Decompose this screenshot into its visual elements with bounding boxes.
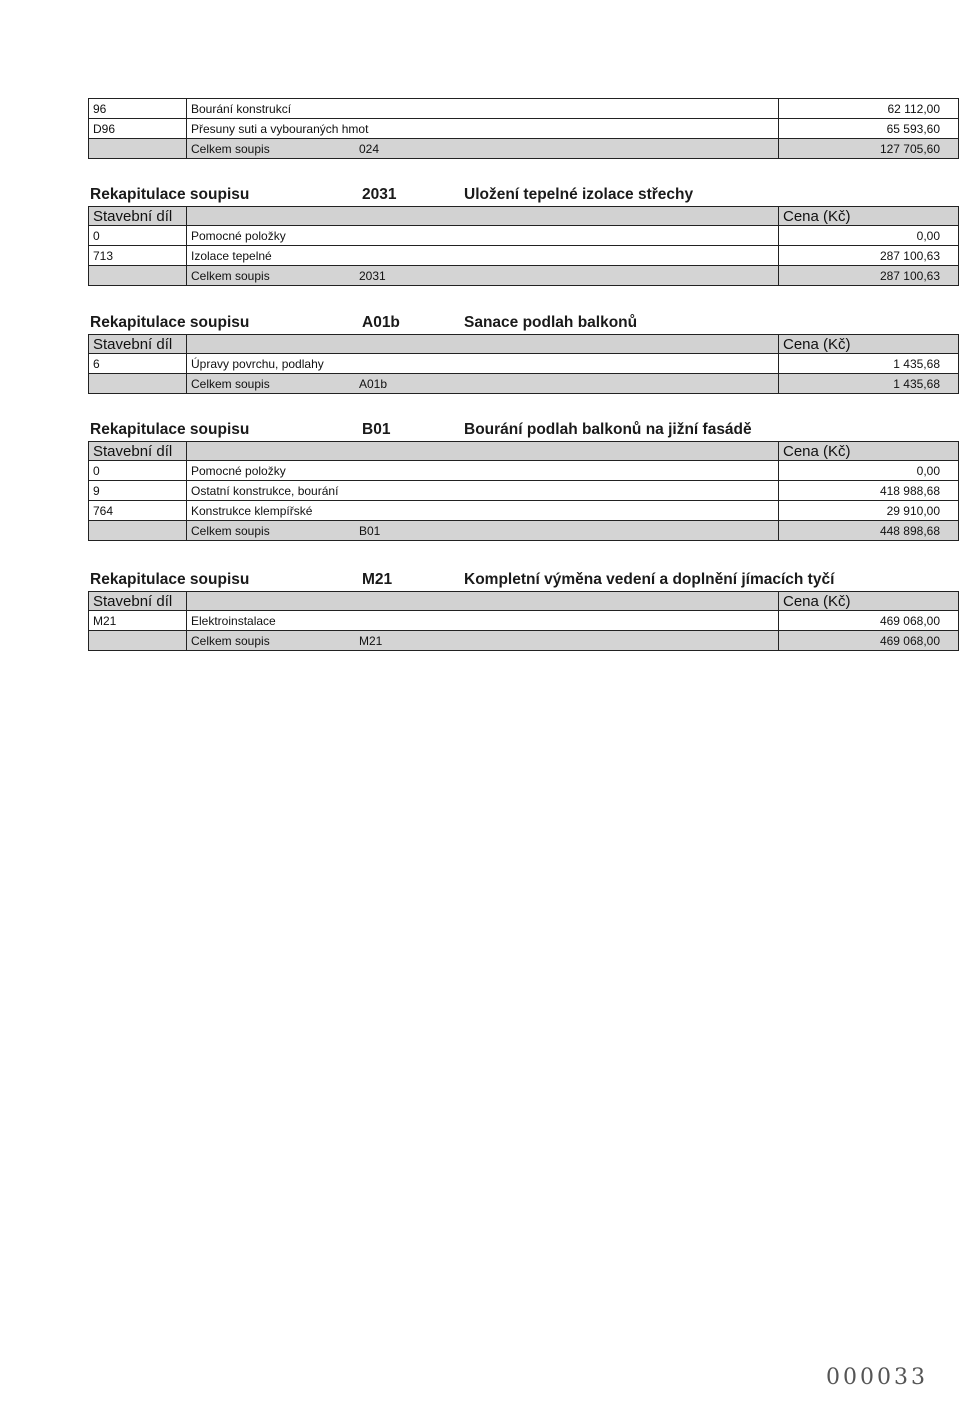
total-price: 469 068,00 (779, 631, 959, 651)
total-label-cell (187, 631, 779, 651)
total-code: M21 (359, 633, 383, 648)
section-label: Rekapitulace soupisu (90, 571, 250, 588)
total-price: 448 898,68 (779, 521, 959, 541)
total-label: Celkem soupis (191, 523, 270, 538)
section-code: M21 (362, 571, 393, 588)
section-m21 (88, 571, 958, 651)
section-b01 (88, 421, 958, 541)
row-price: 287 100,63 (779, 246, 959, 266)
table-row (89, 99, 959, 119)
row-code: 764 (89, 501, 187, 521)
row-code: 9 (89, 481, 187, 501)
table-row (89, 501, 959, 521)
section-title: Bourání podlah balkonů na jižní fasádě (464, 421, 752, 438)
section-title: Kompletní výměna vedení a doplnění jímacích tyčí (464, 571, 835, 588)
col-header-empty (187, 207, 779, 226)
section-table (88, 206, 959, 286)
row-name: Ostatní konstrukce, bourání (187, 481, 779, 501)
section-code: B01 (362, 421, 391, 438)
total-label-cell (187, 374, 779, 394)
top-table-block (88, 98, 958, 159)
total-row (89, 266, 959, 286)
col-header-empty (187, 442, 779, 461)
total-row (89, 374, 959, 394)
row-price: 418 988,68 (779, 481, 959, 501)
row-name: Úpravy povrchu, podlahy (187, 354, 779, 374)
section-label: Rekapitulace soupisu (90, 421, 250, 438)
row-price: 0,00 (779, 461, 959, 481)
row-name: Bourání konstrukcí (187, 99, 779, 119)
row-name: Konstrukce klempířské (187, 501, 779, 521)
section-title: Uložení tepelné izolace střechy (464, 186, 694, 203)
total-spacer (89, 521, 187, 541)
total-code: A01b (359, 376, 388, 391)
col-header-part: Stavební díl (89, 442, 187, 461)
total-row (89, 631, 959, 651)
total-price: 287 100,63 (779, 266, 959, 286)
section-code: A01b (362, 314, 400, 331)
row-code: 96 (89, 99, 187, 119)
total-code: 024 (359, 141, 380, 156)
total-price: 1 435,68 (779, 374, 959, 394)
total-row (89, 521, 959, 541)
table-row (89, 354, 959, 374)
section-label: Rekapitulace soupisu (90, 186, 250, 203)
row-name: Elektroinstalace (187, 611, 779, 631)
top-table (88, 98, 959, 159)
total-label: Celkem soupis (191, 268, 270, 283)
section-a01b (88, 314, 958, 394)
total-label-cell (187, 139, 779, 159)
col-header-empty (187, 592, 779, 611)
col-header-price: Cena (Kč) (779, 592, 959, 611)
section-header (88, 421, 958, 441)
section-table (88, 334, 959, 394)
row-name: Izolace tepelné (187, 246, 779, 266)
total-spacer (89, 631, 187, 651)
table-row (89, 226, 959, 246)
total-label: Celkem soupis (191, 633, 270, 648)
total-label-cell (187, 521, 779, 541)
col-header-price: Cena (Kč) (779, 207, 959, 226)
table-row (89, 461, 959, 481)
row-code: 0 (89, 226, 187, 246)
section-table (88, 591, 959, 651)
total-label: Celkem soupis (191, 141, 270, 156)
row-name: Pomocné položky (187, 226, 779, 246)
section-header (88, 186, 958, 206)
col-header-part: Stavební díl (89, 592, 187, 611)
section-code: 2031 (362, 186, 397, 203)
total-spacer (89, 374, 187, 394)
section-2031 (88, 186, 958, 286)
row-price: 65 593,60 (779, 119, 959, 139)
row-code: 713 (89, 246, 187, 266)
col-header-price: Cena (Kč) (779, 335, 959, 354)
total-spacer (89, 266, 187, 286)
section-header (88, 314, 958, 334)
table-row (89, 119, 959, 139)
col-header-price: Cena (Kč) (779, 442, 959, 461)
col-header-empty (187, 335, 779, 354)
row-price: 29 910,00 (779, 501, 959, 521)
section-header (88, 571, 958, 591)
total-label-cell (187, 266, 779, 286)
row-price: 1 435,68 (779, 354, 959, 374)
total-price: 127 705,60 (779, 139, 959, 159)
col-header-part: Stavební díl (89, 335, 187, 354)
total-label: Celkem soupis (191, 376, 270, 391)
total-row (89, 139, 959, 159)
table-row (89, 611, 959, 631)
row-code: M21 (89, 611, 187, 631)
row-price: 62 112,00 (779, 99, 959, 119)
section-table (88, 441, 959, 541)
column-header-row (89, 592, 959, 611)
column-header-row (89, 207, 959, 226)
section-title: Sanace podlah balkonů (464, 314, 638, 331)
total-spacer (89, 139, 187, 159)
row-code: 6 (89, 354, 187, 374)
row-name: Pomocné položky (187, 461, 779, 481)
column-header-row (89, 442, 959, 461)
row-price: 469 068,00 (779, 611, 959, 631)
row-name: Přesuny suti a vybouraných hmot (187, 119, 779, 139)
section-label: Rekapitulace soupisu (90, 314, 250, 331)
total-code: B01 (359, 523, 381, 538)
row-price: 0,00 (779, 226, 959, 246)
table-row (89, 481, 959, 501)
page-stamp: 000033 (826, 1365, 928, 1390)
row-code: 0 (89, 461, 187, 481)
row-code: D96 (89, 119, 187, 139)
col-header-part: Stavební díl (89, 207, 187, 226)
table-row (89, 246, 959, 266)
total-code: 2031 (359, 268, 386, 283)
column-header-row (89, 335, 959, 354)
